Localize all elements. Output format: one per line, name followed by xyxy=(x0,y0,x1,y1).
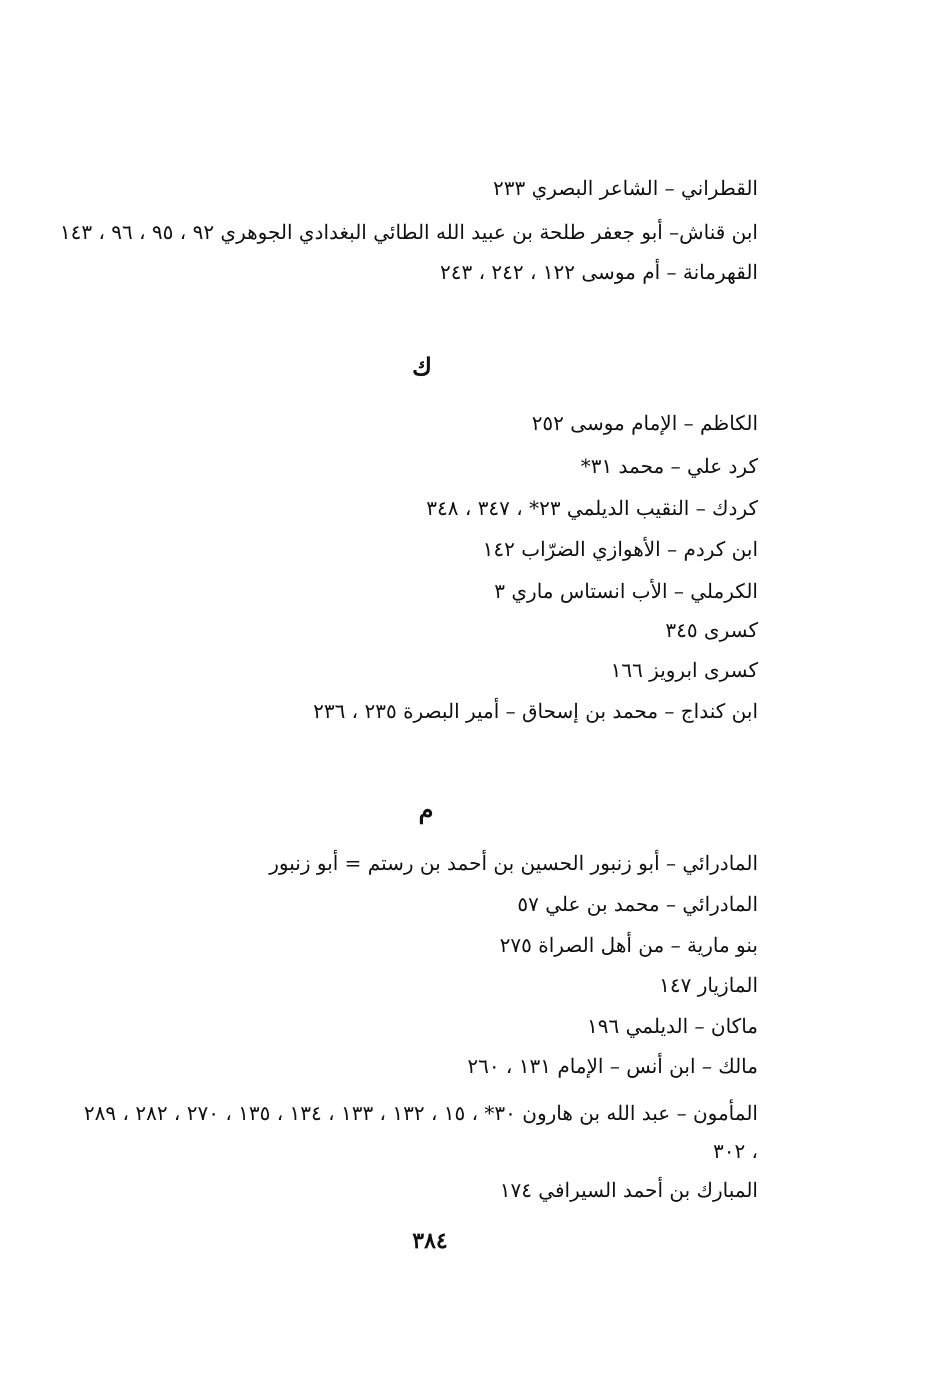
index-entry: بنو مارية – من أهل الصراة ٢٧٥ xyxy=(499,933,758,957)
index-entry: الكاظم – الإمام موسى ٢٥٢ xyxy=(531,411,758,435)
index-entry: كردك – النقيب الديلمي ٢٣* ، ٣٤٧ ، ٣٤٨ xyxy=(426,496,758,520)
index-entry: مالك – ابن أنس – الإمام ١٣١ ، ٢٦٠ xyxy=(467,1054,758,1078)
index-entry: ماكان – الديلمي ١٩٦ xyxy=(587,1014,758,1038)
index-entry: كسرى ٣٤٥ xyxy=(665,618,758,642)
index-entry: كرد علي – محمد ٣١* xyxy=(580,454,758,478)
index-entry: كسرى ابرويز ١٦٦ xyxy=(610,658,758,682)
index-entry: القهرمانة – أم موسى ١٢٢ ، ٢٤٢ ، ٢٤٣ xyxy=(439,260,758,284)
index-entry: المازيار ١٤٧ xyxy=(659,973,758,997)
index-entry: المأمون – عبد الله بن هارون ٣٠* ، ١٥ ، ١٣٢ ، ١٣٣ ، ١٣٤ ، ١٣٥ ، ٢٧٠ ، ٢٨٢ ، ٢٨٩ ، ٣٠٢ xyxy=(83,1101,758,1163)
index-entry: المادرائي – محمد بن علي ٥٧ xyxy=(517,892,758,916)
index-entry: القطراني – الشاعر البصري ٢٣٣ xyxy=(493,176,758,200)
index-entry: ابن قناش– أبو جعفر طلحة بن عبيد الله الطائي البغدادي الجوهري ٩٢ ، ٩٥ ، ٩٦ ، ١٤٣ xyxy=(59,220,758,244)
index-entry: ابن كنداج – محمد بن إسحاق – أمير البصرة ٢٣٥ ، ٢٣٦ xyxy=(313,699,758,723)
index-entry: المادرائي – أبو زنبور الحسين بن أحمد بن رستم = أبو زنبور xyxy=(269,851,758,875)
section-letter-mim: م xyxy=(418,795,434,824)
index-entry: الكرملي – الأب انستاس ماري ٣ xyxy=(494,579,758,603)
index-entry: المبارك بن أحمد السيرافي ١٧٤ xyxy=(499,1178,758,1202)
page-number: ٣٨٤ xyxy=(412,1228,448,1254)
index-entry: ابن كردم – الأهوازي الضرّاب ١٤٢ xyxy=(482,537,758,561)
section-letter-kaf: ك xyxy=(412,352,432,381)
